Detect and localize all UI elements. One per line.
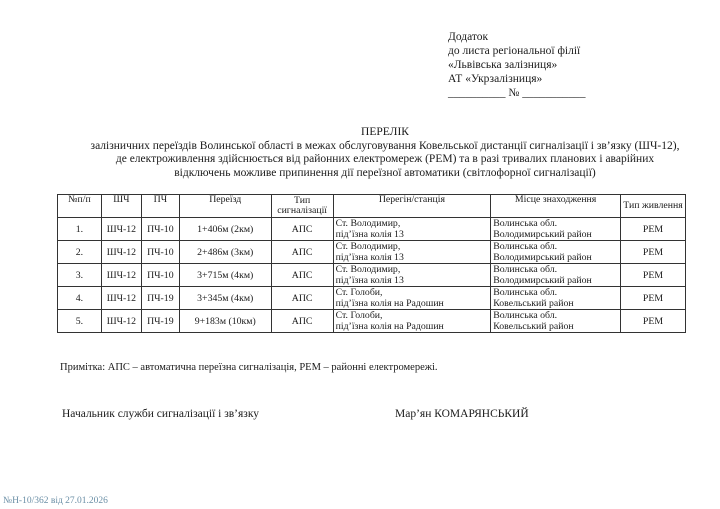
cell-crossing: 3+715м (4км) xyxy=(179,264,271,287)
cell-station xyxy=(333,218,491,241)
cell-signal: АПС xyxy=(271,218,333,241)
cell-crossing: 2+486м (3км) xyxy=(179,241,271,264)
cell-location xyxy=(491,264,621,287)
cell-station xyxy=(333,310,491,333)
station-line: під’їзна колія 13 xyxy=(335,275,404,286)
cell-num: 5. xyxy=(58,310,102,333)
station-line: Ст. Голоби, xyxy=(335,287,383,298)
cell-shch: ШЧ-12 xyxy=(101,241,141,264)
cell-station xyxy=(333,264,491,287)
location-line: Володимирський район xyxy=(493,229,592,240)
cell-power: РЕМ xyxy=(621,264,686,287)
location-line: Волинська обл. xyxy=(493,241,558,252)
signatory-name: Мар’ян КОМАРЯНСЬКИЙ xyxy=(395,408,529,420)
cell-power: РЕМ xyxy=(621,287,686,310)
location-line: Ковельський район xyxy=(493,298,574,309)
appendix-line: Додаток xyxy=(448,31,489,43)
location-line: Володимирський район xyxy=(493,252,592,263)
cell-crossing: 9+183м (10км) xyxy=(179,310,271,333)
cell-power: РЕМ xyxy=(621,241,686,264)
cell-shch: ШЧ-12 xyxy=(101,264,141,287)
column-header: ШЧ xyxy=(101,195,141,218)
appendix-line: АТ «Укрзалізниця» xyxy=(448,73,543,85)
appendix-line: до листа регіональної філії xyxy=(448,45,581,57)
cell-signal: АПС xyxy=(271,264,333,287)
cell-signal: АПС xyxy=(271,241,333,264)
title-line: відключень можливе припинення дії переїзної автоматики (світлофорної сигналізації) xyxy=(174,166,596,179)
title-line: де електроживлення здійснюється від районних електромереж (РЕМ) та в разі тривалих планових і аварійних xyxy=(115,153,655,165)
station-line: під’їзна колія на Радошин xyxy=(335,298,444,309)
title-heading: ПЕРЕЛІК xyxy=(361,126,409,138)
column-header: Тип сигналізації xyxy=(271,195,333,218)
cell-signal: АПС xyxy=(271,287,333,310)
table-row xyxy=(58,264,686,287)
cell-signal: АПС xyxy=(271,310,333,333)
signatory-position: Начальник служби сигналізації і зв’язку xyxy=(62,408,260,420)
table-row xyxy=(58,310,686,333)
station-line: Ст. Володимир, xyxy=(335,241,401,252)
column-header: Переїзд xyxy=(179,195,271,218)
appendix-block xyxy=(448,30,708,100)
cell-location xyxy=(491,287,621,310)
cell-location xyxy=(491,310,621,333)
registration-stamp: №Н-10/362 від 27.01.2026 xyxy=(3,496,108,506)
cell-crossing: 3+345м (4км) xyxy=(179,287,271,310)
table-row xyxy=(58,218,686,241)
cell-num: 1. xyxy=(58,218,102,241)
cell-pch: ПЧ-19 xyxy=(141,287,179,310)
station-line: Ст. Голоби, xyxy=(335,310,383,321)
footnote: Примітка: АПС – автоматична переїзна сигналізація, РЕМ – районні електромережі. xyxy=(60,362,438,373)
station-line: під’їзна колія 13 xyxy=(335,229,404,240)
cell-location xyxy=(491,218,621,241)
location-line: Волинська обл. xyxy=(493,218,558,229)
cell-station xyxy=(333,241,491,264)
location-line: Волинська обл. xyxy=(493,287,558,298)
cell-num: 2. xyxy=(58,241,102,264)
cell-crossing: 1+406м (2км) xyxy=(179,218,271,241)
cell-num: 3. xyxy=(58,264,102,287)
station-line: Ст. Володимир, xyxy=(335,264,401,275)
title-line: залізничних переїздів Волинської області в межах обслуговування Ковельської дистанції сигналізації і зв’язку (ШЧ-12), xyxy=(90,139,680,152)
appendix-line: «Львівська залізниця» xyxy=(448,59,558,71)
location-line: Ковельський район xyxy=(493,321,574,332)
crossings-table xyxy=(57,194,686,333)
appendix-line: __________ № ___________ xyxy=(448,87,586,99)
location-line: Волинська обл. xyxy=(493,264,558,275)
column-header: Місце знаходження xyxy=(491,195,621,218)
column-header: Перегін/станція xyxy=(333,195,491,218)
column-header: ПЧ xyxy=(141,195,179,218)
cell-num: 4. xyxy=(58,287,102,310)
cell-shch: ШЧ-12 xyxy=(101,310,141,333)
station-line: під’їзна колія 13 xyxy=(335,252,404,263)
cell-shch: ШЧ-12 xyxy=(101,287,141,310)
station-line: під’їзна колія на Радошин xyxy=(335,321,444,332)
cell-station xyxy=(333,287,491,310)
cell-power: РЕМ xyxy=(621,218,686,241)
location-line: Володимирський район xyxy=(493,275,592,286)
cell-pch: ПЧ-10 xyxy=(141,241,179,264)
column-header: №п/п xyxy=(58,195,102,218)
cell-power: РЕМ xyxy=(621,310,686,333)
cell-location xyxy=(491,241,621,264)
cell-pch: ПЧ-19 xyxy=(141,310,179,333)
document-title xyxy=(40,126,720,180)
cell-shch: ШЧ-12 xyxy=(101,218,141,241)
cell-pch: ПЧ-10 xyxy=(141,264,179,287)
station-line: Ст. Володимир, xyxy=(335,218,401,229)
column-header: Тип живлення xyxy=(621,195,686,218)
location-line: Волинська обл. xyxy=(493,310,558,321)
table-row xyxy=(58,287,686,310)
table-row xyxy=(58,241,686,264)
cell-pch: ПЧ-10 xyxy=(141,218,179,241)
table-header-row xyxy=(58,195,686,218)
